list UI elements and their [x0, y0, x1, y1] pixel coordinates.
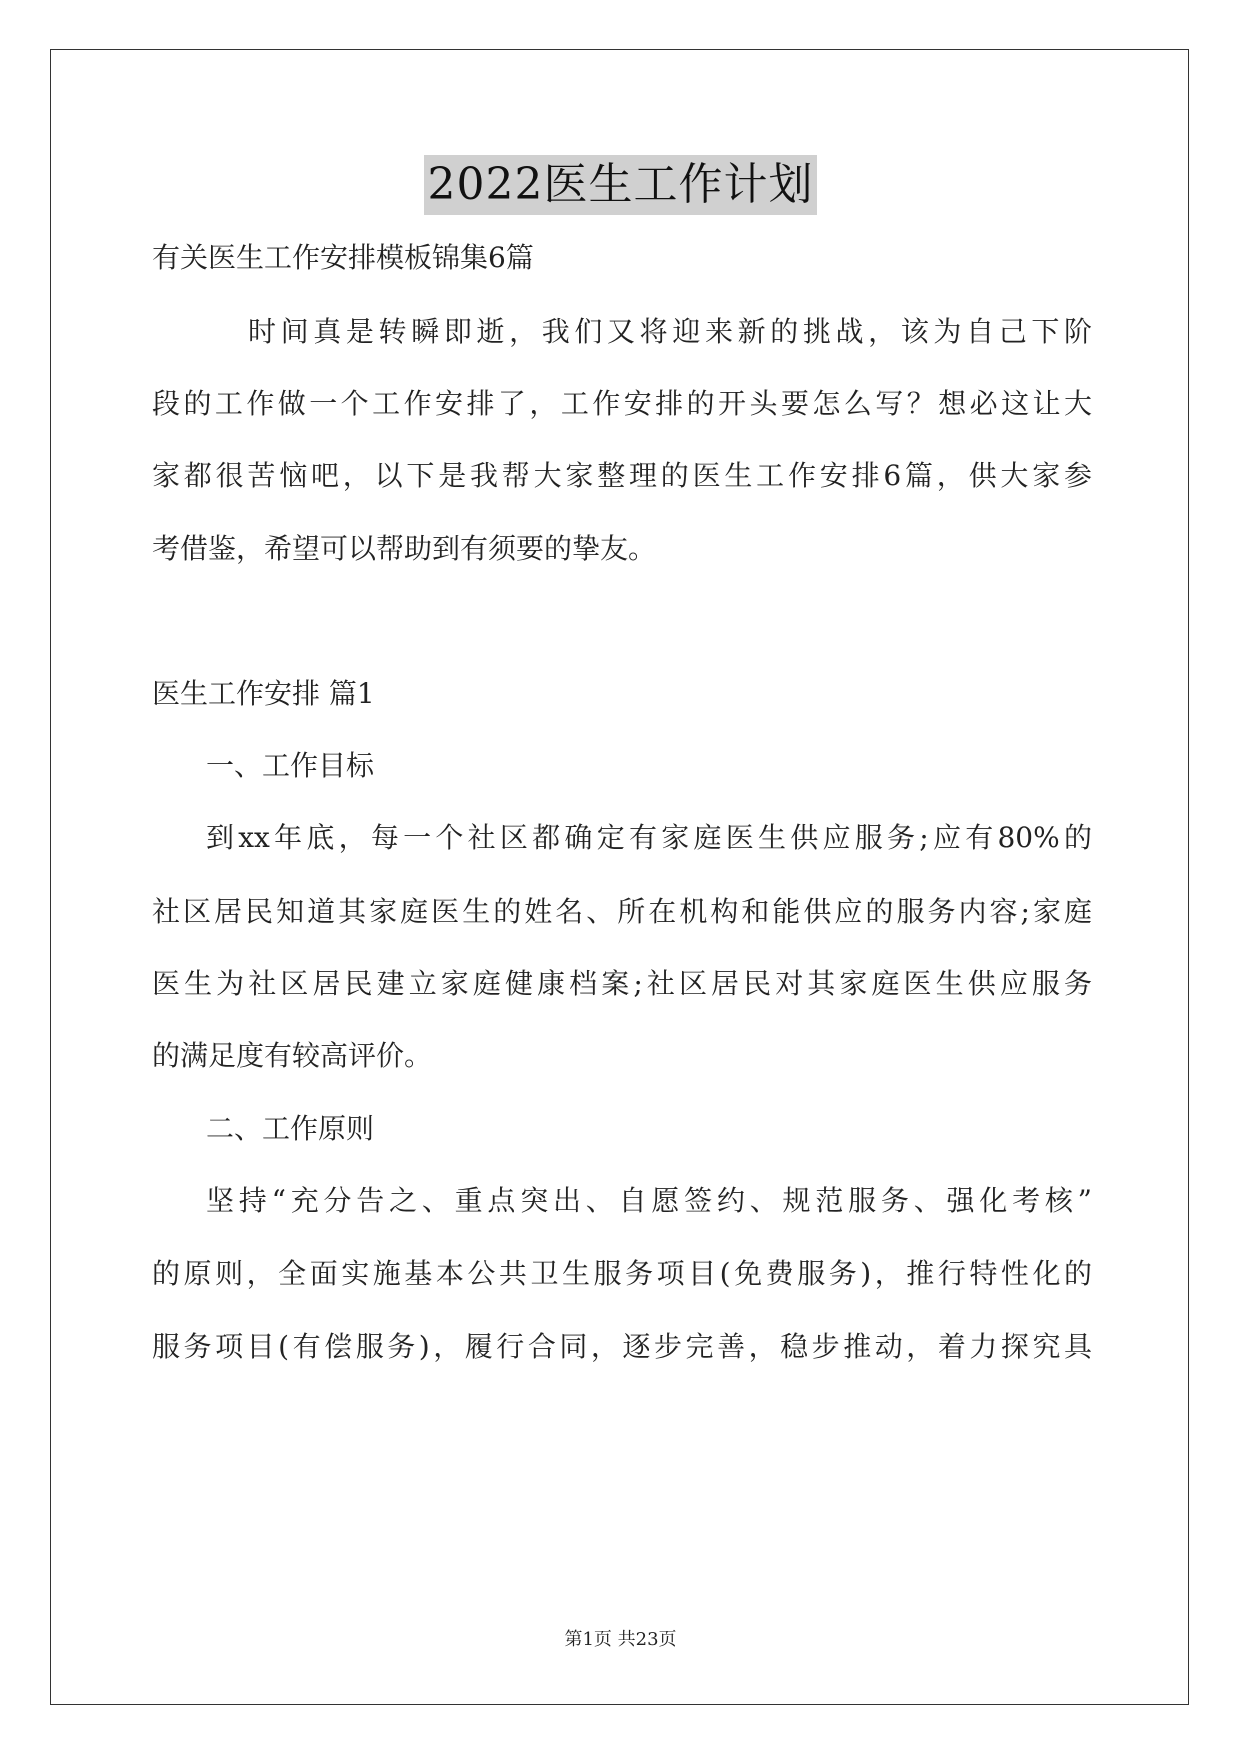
goals-line-4: 的满足度有较高评价。 — [152, 1039, 433, 1072]
document-subtitle: 有关医生工作安排模板锦集6篇 — [152, 241, 534, 274]
intro-line-3: 家都很苦恼吧，以下是我帮大家整理的医生工作安排6篇，供大家参 — [152, 459, 1092, 492]
goals-line-3: 医生为社区居民建立家庭健康档案;社区居民对其家庭医生供应服务 — [152, 967, 1092, 1000]
intro-line-4: 考借鉴，希望可以帮助到有须要的挚友。 — [152, 532, 657, 565]
title-container — [0, 155, 1241, 215]
intro-line-1: 时间真是转瞬即逝，我们又将迎来新的挑战，该为自己下阶 — [248, 315, 1092, 348]
document-title: 2022医生工作计划 — [424, 155, 818, 215]
page-number-footer: 第1页 共23页 — [564, 1629, 677, 1650]
page-border — [50, 49, 1189, 1705]
principles-line-1: 坚持“充分告之、重点突出、自愿签约、规范服务、强化考核” — [206, 1184, 1092, 1217]
principles-line-2: 的原则，全面实施基本公共卫生服务项目(免费服务)，推行特性化的 — [152, 1257, 1092, 1290]
heading-work-goals: 一、工作目标 — [206, 749, 375, 782]
goals-line-1: 到xx年底，每一个社区都确定有家庭医生供应服务;应有80%的 — [206, 821, 1092, 854]
section-heading: 医生工作安排 篇1 — [152, 677, 375, 710]
goals-line-2: 社区居民知道其家庭医生的姓名、所在机构和能供应的服务内容;家庭 — [152, 895, 1092, 928]
principles-line-3: 服务项目(有偿服务)，履行合同，逐步完善，稳步推动，着力探究具 — [152, 1330, 1092, 1363]
intro-line-2: 段的工作做一个工作安排了，工作安排的开头要怎么写？想必这让大 — [152, 387, 1092, 420]
heading-work-principles: 二、工作原则 — [206, 1112, 375, 1145]
